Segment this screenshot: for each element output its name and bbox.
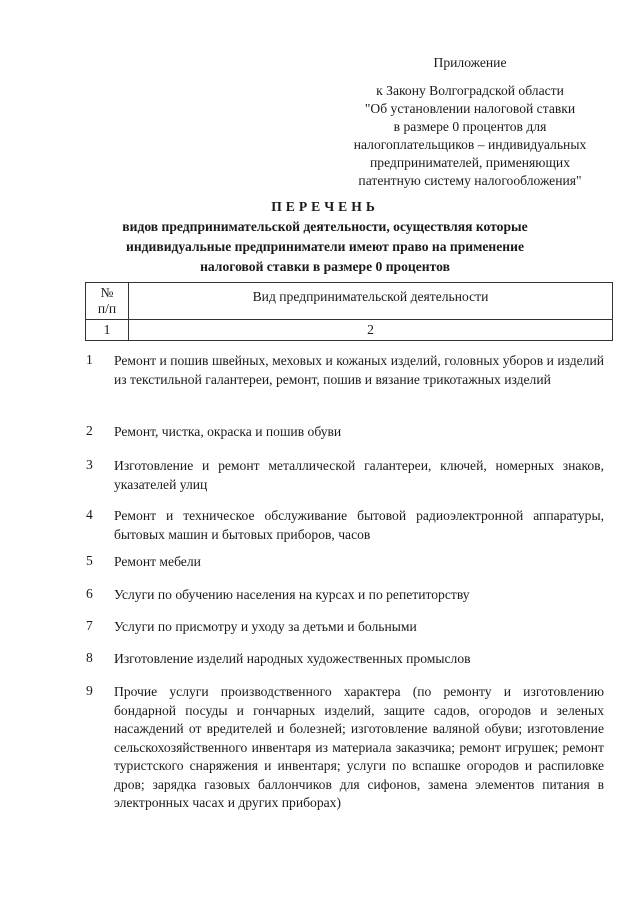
item-text: Ремонт, чистка, окраска и пошив обуви [114, 424, 342, 439]
appendix-line: налогоплательщиков – индивидуальных [353, 137, 587, 152]
appendix-title: Приложение [433, 55, 507, 70]
heading-line: видов предпринимательской деятельности, осуществляя которые [122, 219, 528, 234]
item-number: 5 [86, 553, 93, 568]
item-text: Изготовление и ремонт металлической галантереи, ключей, номерных знаков, указателей улиц [114, 458, 604, 492]
col-number-header: № п/п [86, 283, 129, 320]
item-number: 2 [86, 423, 93, 438]
heading-line: налоговой ставки в размере 0 процентов [200, 259, 450, 274]
column-header-table [85, 282, 613, 341]
col-number-index: 1 [86, 320, 129, 341]
item-number: 1 [86, 352, 93, 367]
item-text: Изготовление изделий народных художественных промыслов [114, 651, 471, 666]
appendix-line: в размере 0 процентов для [393, 119, 547, 134]
table-header-row [86, 283, 613, 320]
item-text: Услуги по присмотру и уходу за детьми и больными [114, 619, 417, 634]
appendix-line: "Об установлении налоговой ставки [364, 101, 576, 116]
item-text: Ремонт и техническое обслуживание бытовой радиоэлектронной аппаратуры, бытовых машин и бытовых приборов, часов [114, 508, 604, 542]
heading-line: индивидуальные предприниматели имеют право на применение [126, 239, 524, 254]
appendix-line: предпринимателей, применяющих [370, 155, 570, 170]
table-index-row [86, 320, 613, 341]
item-number: 8 [86, 650, 93, 665]
appendix-line: к Закону Волгоградской области [376, 83, 564, 98]
col-activity-index: 2 [129, 320, 613, 341]
document-title: ПЕРЕЧЕНЬ [271, 199, 379, 214]
item-text: Ремонт мебели [114, 554, 201, 569]
item-text: Услуги по обучению населения на курсах и по репетиторству [114, 587, 470, 602]
item-number: 7 [86, 618, 93, 633]
item-number: 6 [86, 586, 93, 601]
item-number: 3 [86, 457, 93, 472]
item-text: Ремонт и пошив швейных, меховых и кожаных изделий, головных уборов и изделий из текстильной галантереи, ремонт, пошив и вязание трикотажных изделий [114, 353, 604, 387]
item-text: Прочие услуги производственного характера (по ремонту и изготовлению бондарной посуды и гончарных изделий, защите садов, огородов и зеленых насаждений от вредителей и болезней; изготовление валяной обуви; изготовление сельскохозяйственного инвентаря из материала заказчика; ремонт игрушек; ремонт туристского снаряжения и инвентаря; услуги по вспашке огородов и распиловке дров; зарядка газовых баллончиков для сифонов, замена элементов питания в электронных часах и других приборах) [114, 684, 604, 810]
appendix-line: патентную систему налогообложения" [358, 173, 582, 188]
document-heading [90, 197, 560, 277]
appendix-header [330, 54, 610, 190]
item-number: 4 [86, 507, 93, 522]
item-number: 9 [86, 683, 93, 698]
col-activity-header: Вид предпринимательской деятельности [129, 283, 613, 320]
